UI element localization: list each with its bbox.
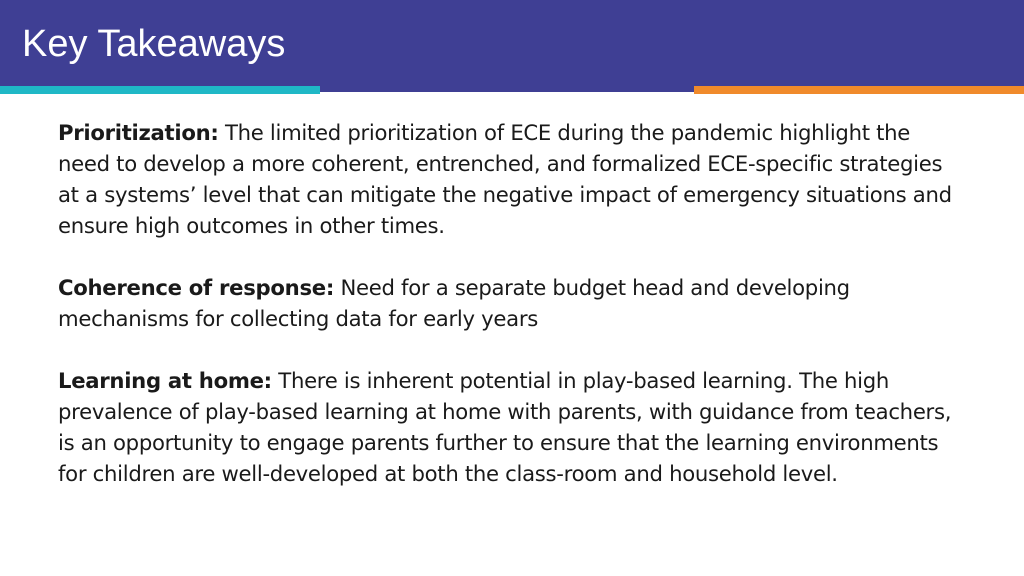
takeaway-text: There is inherent potential in play-based learning. The high prevalence of play-based learning at home with parents, with guidance from teachers, is an opportunity to engage parents further to ensure that the learning environments for children are well-developed at both the class-room and household level. [58,368,952,486]
takeaway-text: The limited prioritization of ECE during the pandemic highlight the need to develop a more coherent, entrenched, and formalized ECE-specific strategies at a systems’ level that can mitigate the negative impact of emergency situations and ensure high outcomes in other times. [58,120,952,238]
takeaway-coherence [58,272,966,334]
title-bar [0,0,1024,92]
takeaway-learning-at-home [58,365,966,489]
takeaways-body [58,117,966,520]
takeaway-label: Learning at home: [58,368,272,393]
slide-title: Key Takeaways [22,23,286,65]
takeaway-label: Prioritization: [58,120,219,145]
accent-bar-orange [694,86,1024,94]
takeaway-label: Coherence of response: [58,275,335,300]
takeaway-prioritization [58,117,966,241]
accent-bar-teal [0,86,320,94]
takeaway-text: Need for a separate budget head and developing mechanisms for collecting data for early years [58,275,850,331]
